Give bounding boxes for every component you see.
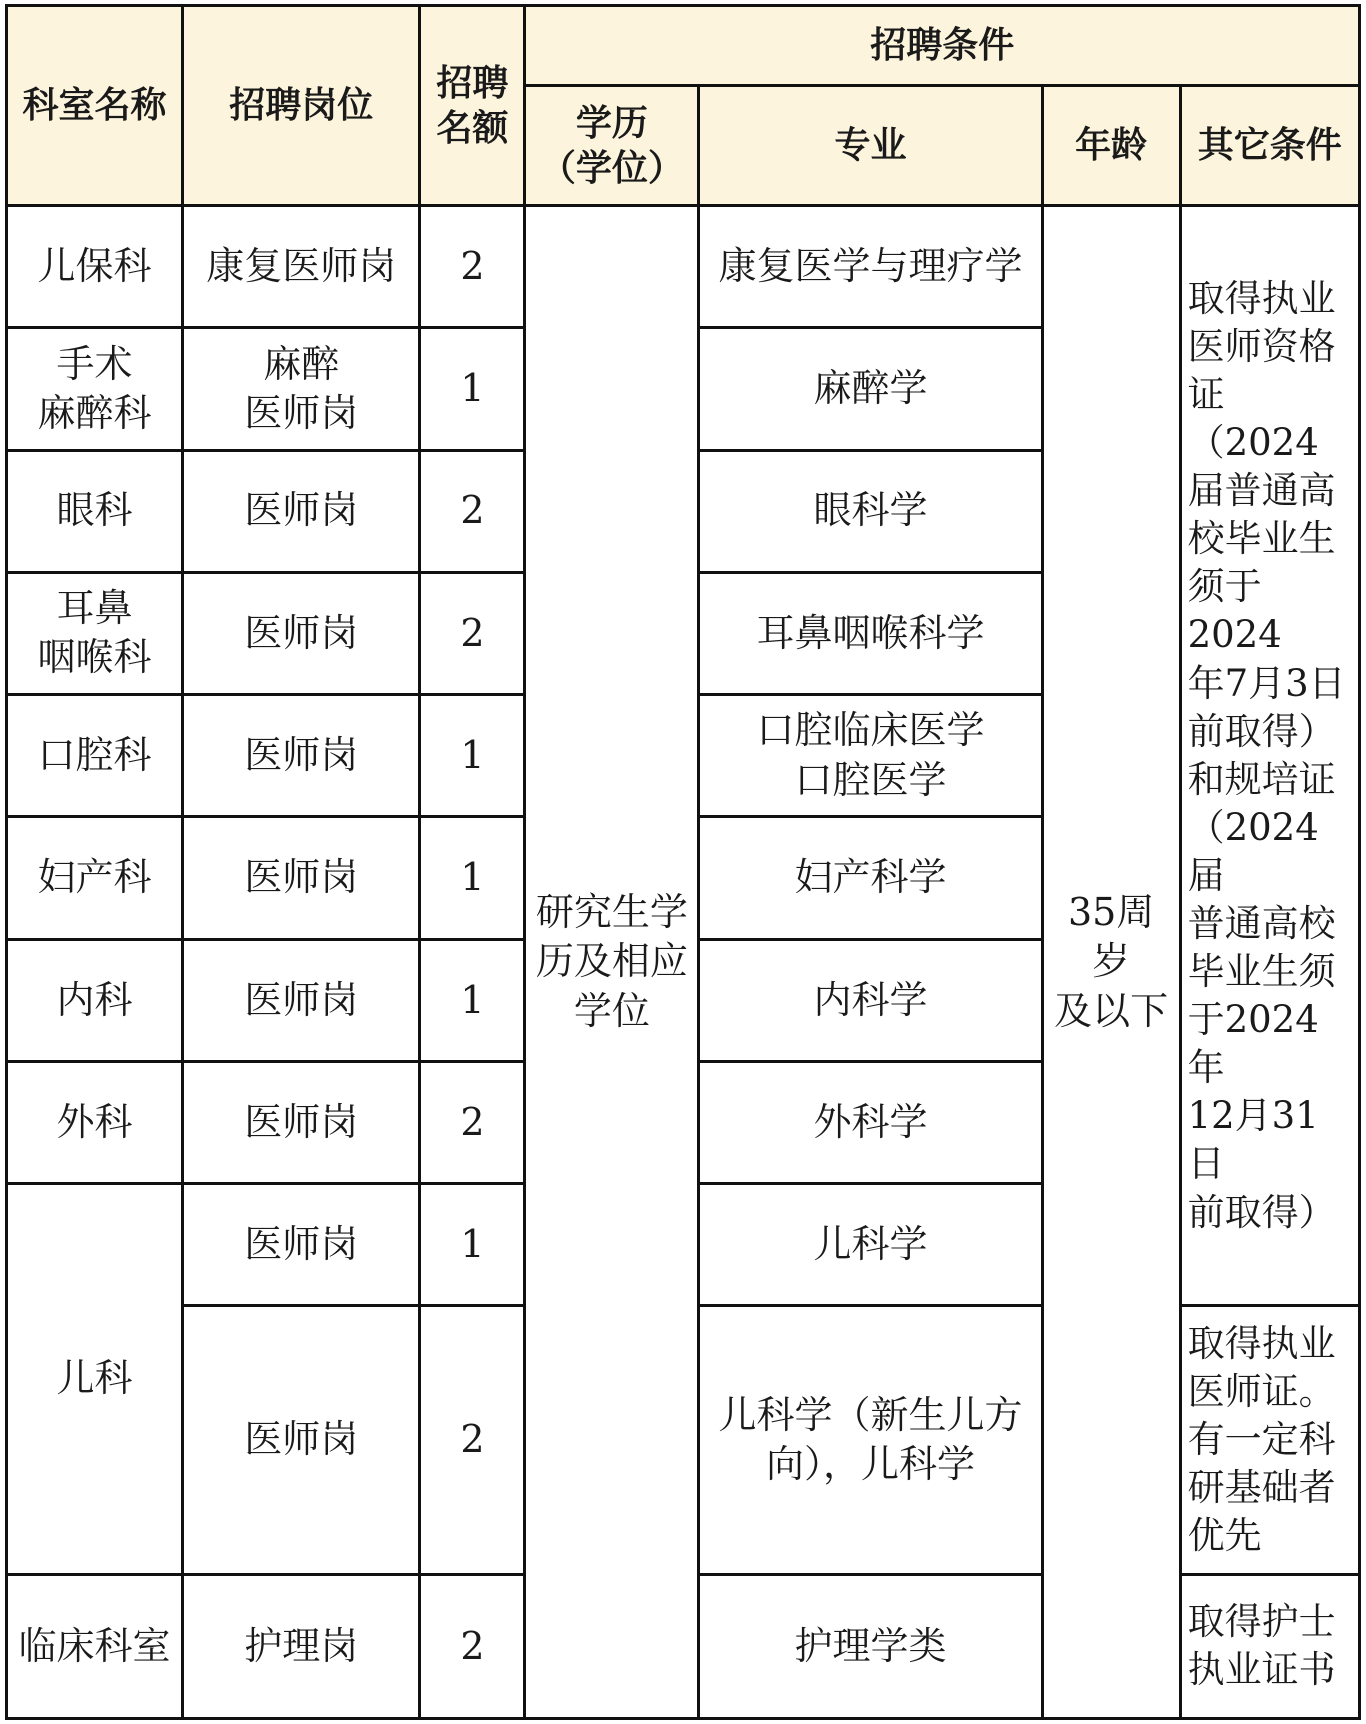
other-cell-physician: 取得执业 医师资格 证（2024 届普通高 校毕业生 须于2024 年7月3日 前取得） 和规培证 （2024届 普通高校 毕业生须 于2024年 12月31日 前取得）	[1180, 206, 1359, 1306]
post-cell: 医师岗	[183, 450, 420, 572]
count-cell: 1	[420, 695, 525, 817]
post-cell: 护理岗	[183, 1574, 420, 1718]
major-cell: 妇产科学	[699, 817, 1042, 939]
header-count: 招聘 名额	[420, 6, 525, 206]
post-cell: 医师岗	[183, 572, 420, 694]
count-cell: 2	[420, 1061, 525, 1183]
post-cell: 康复医师岗	[183, 206, 420, 328]
major-cell: 麻醉学	[699, 328, 1042, 450]
post-cell: 医师岗	[183, 1061, 420, 1183]
major-cell: 口腔临床医学 口腔医学	[699, 695, 1042, 817]
dept-cell: 耳鼻 咽喉科	[7, 572, 183, 694]
other-cell-nursing	[1180, 1574, 1359, 1718]
edu-cell: 研究生学 历及相应 学位	[525, 206, 699, 1719]
dept-cell: 内科	[7, 939, 183, 1061]
major-cell: 儿科学（新生儿方 向），儿科学	[699, 1306, 1042, 1574]
nursing-condition-text: 取得护士 执业证书	[1187, 1600, 1336, 1692]
recruitment-table	[5, 4, 1361, 1720]
age-cell: 35周岁 及以下	[1042, 206, 1180, 1719]
header-conditions: 招聘条件	[525, 6, 1360, 86]
major-cell: 护理学类	[699, 1574, 1042, 1718]
count-cell: 2	[420, 206, 525, 328]
header-post: 招聘岗位	[183, 6, 420, 206]
post-cell: 医师岗	[183, 1184, 420, 1306]
count-cell: 1	[420, 939, 525, 1061]
table-row	[7, 206, 1360, 328]
dept-cell: 手术 麻醉科	[7, 328, 183, 450]
dept-cell: 临床科室	[7, 1574, 183, 1718]
count-cell: 2	[420, 450, 525, 572]
dept-cell: 儿保科	[7, 206, 183, 328]
post-cell: 医师岗	[183, 939, 420, 1061]
header-dept: 科室名称	[7, 6, 183, 206]
dept-cell: 儿科	[7, 1184, 183, 1574]
dept-cell: 外科	[7, 1061, 183, 1183]
count-cell: 1	[420, 817, 525, 939]
count-cell: 1	[420, 1184, 525, 1306]
post-cell: 医师岗	[183, 695, 420, 817]
count-cell: 2	[420, 1574, 525, 1718]
major-cell: 康复医学与理疗学	[699, 206, 1042, 328]
header-edu: 学历 （学位）	[525, 86, 699, 206]
major-cell: 外科学	[699, 1061, 1042, 1183]
other-cell-pediatric: 取得执业 医师证。 有一定科 研基础者 优先	[1180, 1306, 1359, 1574]
major-cell: 内科学	[699, 939, 1042, 1061]
post-cell: 医师岗	[183, 817, 420, 939]
count-cell: 1	[420, 328, 525, 450]
post-cell: 医师岗	[183, 1306, 420, 1574]
dept-cell: 口腔科	[7, 695, 183, 817]
dept-cell: 眼科	[7, 450, 183, 572]
header-other: 其它条件	[1180, 86, 1359, 206]
count-cell: 2	[420, 1306, 525, 1574]
dept-cell: 妇产科	[7, 817, 183, 939]
header-age: 年龄	[1042, 86, 1180, 206]
count-cell: 2	[420, 572, 525, 694]
header-major: 专业	[699, 86, 1042, 206]
major-cell: 耳鼻咽喉科学	[699, 572, 1042, 694]
major-cell: 眼科学	[699, 450, 1042, 572]
post-cell: 麻醉 医师岗	[183, 328, 420, 450]
major-cell: 儿科学	[699, 1184, 1042, 1306]
